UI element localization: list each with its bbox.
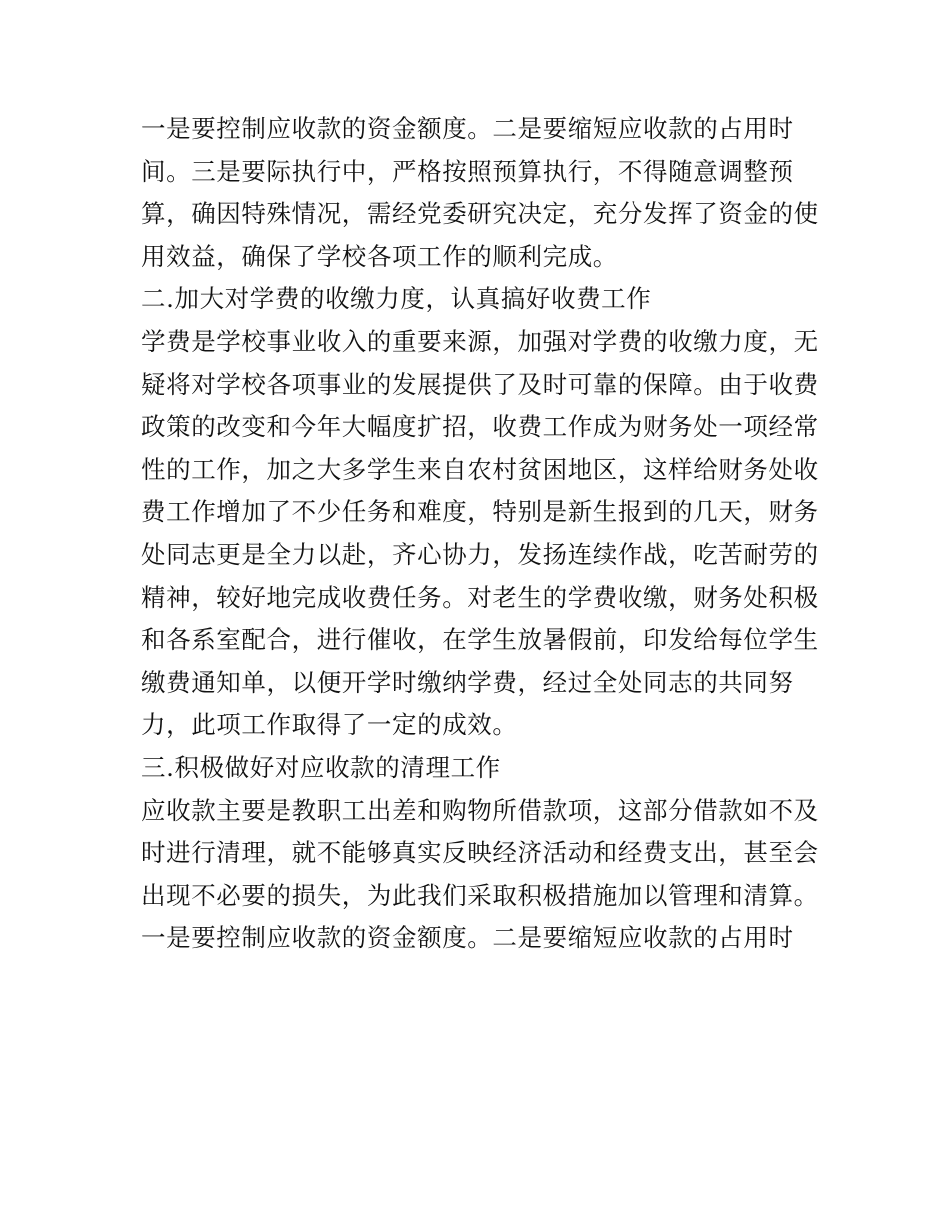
text-line: 时进行清理，就不能够真实反映经济活动和经费支出，甚至会 bbox=[141, 838, 819, 868]
text-line: 性的工作，加之大多学生来自农村贫困地区，这样给财务处收 bbox=[141, 454, 819, 484]
text-line: 缴费通知单，以便开学时缴纳学费，经过全处同志的共同努 bbox=[141, 667, 794, 697]
text-line: 和各系室配合，进行催收，在学生放暑假前，印发给每位学生 bbox=[141, 625, 819, 655]
text-line: 力，此项工作取得了一定的成效。 bbox=[141, 710, 518, 740]
text-line: 精神，较好地完成收费任务。对老生的学费收缴，财务处积极 bbox=[141, 582, 819, 612]
text-line: 学费是学校事业收入的重要来源，加强对学费的收缴力度，无 bbox=[141, 326, 819, 356]
text-line: 疑将对学校各项事业的发展提供了及时可靠的保障。由于收费 bbox=[141, 369, 819, 399]
text-line: 一是要控制应收款的资金额度。二是要缩短应收款的占用时 bbox=[141, 114, 794, 143]
text-line: 用效益，确保了学校各项工作的顺利完成。 bbox=[141, 241, 618, 271]
text-line: 处同志更是全力以赴，齐心协力，发扬连续作战，吃苦耐劳的 bbox=[141, 539, 819, 569]
text-line: 政策的改变和今年大幅度扩招，收费工作成为财务处一项经常 bbox=[141, 412, 819, 442]
section-heading: 三.积极做好对应收款的清理工作 bbox=[141, 752, 501, 782]
text-line: 出现不必要的损失，为此我们采取积极措施加以管理和清算。 bbox=[141, 880, 819, 910]
text-line: 费工作增加了不少任务和难度，特别是新生报到的几天，财务 bbox=[141, 497, 819, 527]
document-body bbox=[141, 108, 821, 960]
text-line: 算，确因特殊情况，需经党委研究决定，充分发挥了资金的使 bbox=[141, 199, 819, 229]
text-line: 一是要控制应收款的资金额度。二是要缩短应收款的占用时 bbox=[141, 923, 794, 953]
text-line: 应收款主要是教职工出差和购物所借款项，这部分借款如不及 bbox=[141, 795, 819, 825]
text-line: 间。三是要际执行中，严格按照预算执行，不得随意调整预 bbox=[141, 156, 794, 186]
section-heading: 二.加大对学费的收缴力度，认真搞好收费工作 bbox=[141, 284, 652, 314]
